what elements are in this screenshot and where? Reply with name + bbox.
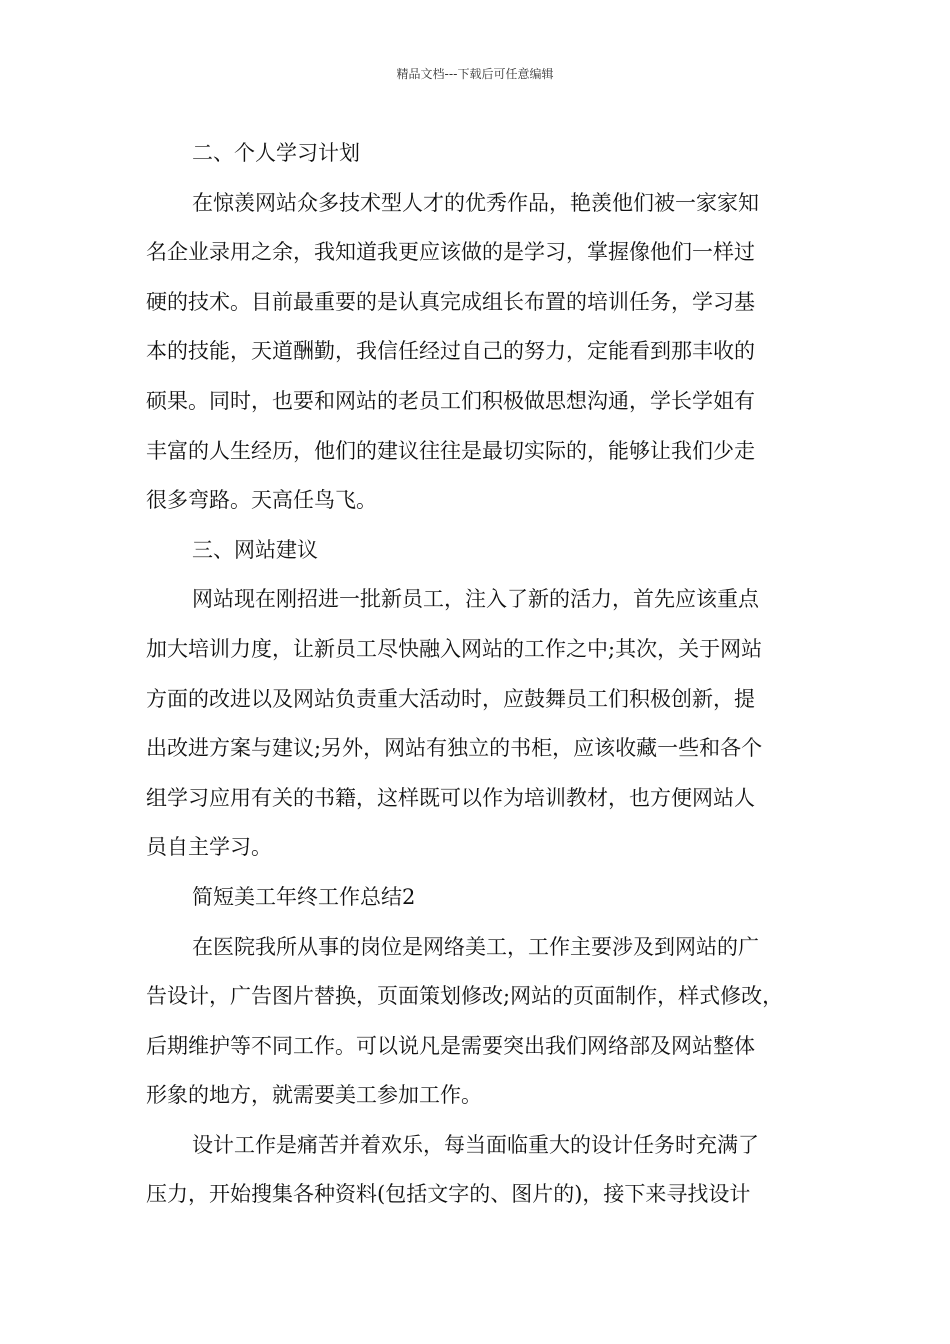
paragraph-line: 告设计，广告图片替换，页面策划修改;网站的页面制作，样式修改，: [146, 984, 784, 1009]
section-heading: 二、个人学习计划: [192, 141, 360, 165]
document-body: [146, 129, 826, 1220]
paragraph-line: 很多弯路。天高任鸟飞。: [146, 488, 377, 513]
paragraph-line: 硬的技术。目前最重要的是认真完成组长布置的培训任务，学习基: [146, 289, 755, 314]
paragraph-line: 形象的地方，就需要美工参加工作。: [146, 1083, 482, 1108]
paragraph-line: 员自主学习。: [146, 835, 272, 860]
paragraph-line: 名企业录用之余，我知道我更应该做的是学习，掌握像他们一样过: [146, 240, 755, 265]
paragraph-line: 丰富的人生经历，他们的建议往往是最切实际的，能够让我们少走: [146, 438, 755, 463]
paragraph-line: 后期维护等不同工作。可以说凡是需要突出我们网络部及网站整体: [146, 1033, 755, 1058]
paragraph-line: 网站现在刚招进一批新员工，注入了新的活力，首先应该重点: [192, 587, 759, 612]
paragraph-line: 在医院我所从事的岗位是网络美工，工作主要涉及到网站的广: [192, 934, 759, 959]
paragraph-line: 在惊羡网站众多技术型人才的优秀作品，艳羡他们被一家家知: [192, 190, 759, 215]
section-heading: 三、网站建议: [192, 537, 318, 562]
paragraph-line: 出改进方案与建议;另外，网站有独立的书柜，应该收藏一些和各个: [146, 736, 763, 761]
paragraph-line: 方面的改进以及网站负责重大活动时，应鼓舞员工们积极创新，提: [146, 686, 755, 711]
paragraph-line: 压力，开始搜集各种资料(包括文字的、图片的)，接下来寻找设计: [146, 1182, 751, 1207]
page-header: 精品文档---下载后可任意编辑: [396, 67, 554, 81]
paragraph-line: 设计工作是痛苦并着欢乐，每当面临重大的设计任务时充满了: [192, 1132, 759, 1157]
paragraph-line: 组学习应用有关的书籍，这样既可以作为培训教材，也方便网站人: [146, 785, 755, 810]
paragraph-line: 本的技能，天道酬勤，我信任经过自己的努力，定能看到那丰收的: [146, 339, 755, 364]
section-heading: 简短美工年终工作总结2: [192, 884, 416, 909]
paragraph-line: 硕果。同时，也要和网站的老员工们积极做思想沟通，学长学姐有: [146, 388, 755, 413]
paragraph-line: 加大培训力度，让新员工尽快融入网站的工作之中;其次，关于网站: [146, 636, 763, 661]
